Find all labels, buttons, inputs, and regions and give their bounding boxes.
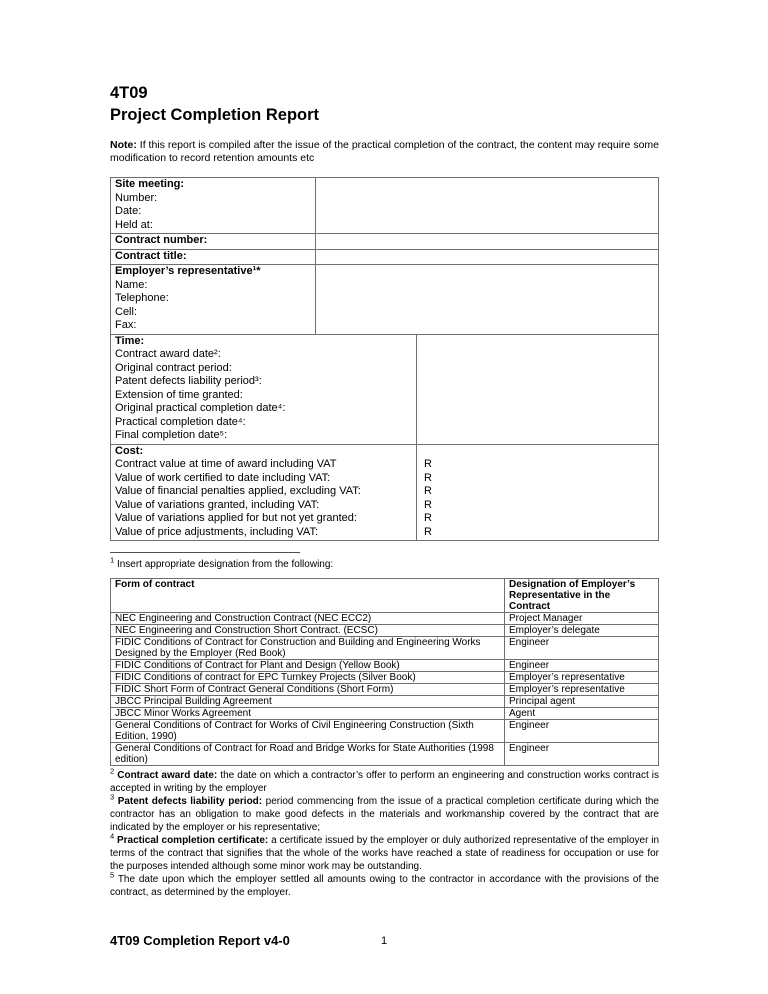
table-row [110, 660, 659, 672]
footnote-5-marker: 5 [110, 870, 115, 880]
header-form-of-contract: Form of contract [111, 579, 505, 612]
table-row [110, 720, 659, 743]
project-details-table [110, 177, 659, 541]
form-of-contract-cell: JBCC Minor Works Agreement [111, 708, 505, 719]
time-header: Time: [115, 334, 145, 347]
row-site-meeting [110, 178, 659, 234]
employers-representative-header: Employer’s representative¹* [115, 265, 261, 277]
footnote-1-marker: 1 [110, 555, 115, 565]
footnote-4-marker: 4 [110, 831, 115, 841]
form-of-contract-cell: General Conditions of Contract for Road and Bridge Works for State Authorities (1998 edition) [111, 743, 505, 765]
row-time [110, 335, 659, 445]
footnote-1-text: Insert appropriate designation from the following: [116, 559, 334, 570]
designation-table-header-row [110, 579, 659, 613]
footnotes-block [110, 766, 660, 899]
page-footer [0, 933, 768, 953]
form-of-contract-cell: FIDIC Conditions of contract for EPC Turnkey Projects (Silver Book) [111, 672, 505, 683]
designation-cell: Employer’s representative [509, 672, 625, 683]
field-label-cell: Cell: [115, 305, 138, 318]
footnote-separator [110, 552, 300, 553]
footnote-2-term: Contract award date: [117, 770, 218, 781]
row-cost [110, 445, 659, 542]
contract-title-header: Contract title: [115, 249, 187, 262]
doc-code: 4T09 [110, 84, 148, 102]
field-label-fax: Fax: [115, 319, 137, 331]
designation-cell: Engineer [509, 637, 550, 648]
form-of-contract-cell: FIDIC Conditions of Contract for Construction and Building and Engineering Works Designed by the Employer (Red Book) [111, 637, 505, 659]
field-label-patent-defects-liability-period: Patent defects liability period³: [115, 375, 262, 387]
footer-page-number: 1 [380, 935, 388, 947]
designation-cell: Engineer [509, 660, 550, 671]
field-label-value-work-certified: Value of work certified to date including VAT: [115, 471, 331, 484]
footnote-4-text: a certificate issued by the employer or duly authorized representative of the employer in terms of the contract that signifies that the whole of the works have reached a state of readiness for occupation or use for the purposes intended although some minor work may be outstanding. [110, 835, 660, 872]
designation-cell: Engineer [509, 720, 550, 731]
table-row [110, 684, 659, 696]
row-employers-representative [110, 265, 659, 335]
currency-symbol: R [424, 512, 432, 524]
form-of-contract-cell: NEC Engineering and Construction Contract (NEC ECC2) [111, 613, 505, 624]
currency-symbol: R [424, 485, 432, 497]
table-row [110, 637, 659, 660]
footnote-3-term: Patent defects liability period: [117, 796, 263, 807]
table-row [110, 625, 659, 637]
employers-representative-input-cell[interactable] [316, 265, 658, 334]
contract-number-input-cell[interactable] [316, 234, 658, 249]
field-label-original-contract-period: Original contract period: [115, 361, 232, 374]
footnote-2 [110, 766, 660, 795]
contract-title-labels [111, 250, 316, 265]
form-of-contract-cell: FIDIC Conditions of Contract for Plant and Design (Yellow Book) [111, 660, 505, 671]
row-contract-number [110, 234, 659, 250]
table-row [110, 672, 659, 684]
cost-input-cell[interactable] [417, 445, 658, 541]
note-paragraph [110, 139, 659, 165]
footnote-4-term: Practical completion certificate: [117, 835, 269, 846]
row-contract-title [110, 250, 659, 266]
contract-number-labels [111, 234, 316, 249]
field-label-original-practical-completion-date: Original practical completion date⁴: [115, 402, 286, 414]
currency-symbol: R [424, 498, 432, 511]
cost-spacer-line [424, 445, 656, 459]
field-label-extension-of-time: Extension of time granted: [115, 388, 243, 401]
form-of-contract-cell: JBCC Principal Building Agreement [111, 696, 505, 707]
designation-cell: Principal agent [509, 696, 576, 707]
page-content [110, 0, 659, 994]
footnote-3-marker: 3 [110, 792, 115, 802]
employers-representative-labels [111, 265, 316, 334]
field-label-telephone: Telephone: [115, 292, 169, 304]
designation-cell: Agent [509, 708, 536, 719]
footer-doc-name: 4T09 Completion Report v4-0 [110, 933, 290, 948]
note-text: If this report is compiled after the issue of the practical completion of the contract, the content may require some modification to record retention amounts etc [110, 139, 659, 164]
header-designation: Designation of Employer’s Representative in the Contract [509, 579, 636, 612]
designation-cell: Employer’s delegate [509, 625, 600, 636]
currency-symbol: R [424, 525, 432, 538]
site-meeting-labels [111, 178, 316, 233]
field-label-variations-applied: Value of variations applied for but not yet granted: [115, 512, 357, 524]
footnote-3 [110, 792, 659, 834]
footnote-2-text: the date on which a contractor’s offer to perform an engineering and construction works contract is accepted in writing by the employer [110, 770, 660, 794]
cost-labels [111, 445, 417, 541]
time-input-cell[interactable] [417, 335, 658, 444]
currency-symbol: R [424, 458, 432, 470]
field-label-contract-award-date: Contract award date²: [115, 348, 221, 360]
footnote-2-marker: 2 [110, 766, 115, 776]
footnote-5-text: The date upon which the employer settled all amounts owing to the contractor in accordance with the provisions of the contract, as determined by the employer. [110, 874, 659, 898]
time-labels [111, 335, 417, 444]
footnote-1 [110, 555, 659, 571]
form-of-contract-cell: FIDIC Short Form of Contract General Conditions (Short Form) [111, 684, 505, 695]
field-label-date: Date: [115, 205, 142, 217]
page-title: Project Completion Report [110, 106, 320, 124]
table-row [110, 613, 659, 625]
field-label-held-at: Held at: [115, 218, 153, 231]
designation-cell: Employer’s representative [509, 684, 625, 695]
field-label-price-adjustments: Value of price adjustments, including VAT: [115, 525, 318, 538]
table-row [110, 696, 659, 708]
designation-table [110, 578, 659, 766]
form-of-contract-cell: General Conditions of Contract for Works of Civil Engineering Construction (Sixth Edition, 1990) [111, 720, 505, 742]
field-label-name: Name: [115, 278, 148, 291]
designation-cell: Engineer [509, 743, 550, 754]
field-label-contract-value-at-award: Contract value at time of award including VAT [115, 458, 337, 470]
currency-symbol: R [424, 471, 432, 484]
footnote-4 [110, 831, 660, 873]
footnote-5 [110, 870, 659, 899]
site-meeting-input-cell[interactable] [316, 178, 658, 233]
field-label-financial-penalties: Value of financial penalties applied, excluding VAT: [115, 485, 361, 497]
field-label-practical-completion-date: Practical completion date⁴: [115, 415, 246, 428]
field-label-final-completion-date: Final completion date⁵: [115, 429, 228, 441]
contract-number-header: Contract number: [115, 234, 208, 246]
title-block [110, 82, 319, 126]
table-row [110, 743, 659, 766]
field-label-variations-granted: Value of variations granted, including VAT: [115, 498, 320, 511]
designation-cell: Project Manager [509, 613, 583, 624]
table-row [110, 708, 659, 720]
site-meeting-header: Site meeting: [115, 178, 185, 190]
footnote-3-text: period commencing from the issue of a practical completion certificate during which the contractor has an obligation to make good defects in the materials and workmanship covered by the contract that are indicated by the employer or his representative; [110, 796, 659, 833]
form-of-contract-cell: NEC Engineering and Construction Short Contract. (ECSC) [111, 625, 505, 636]
note-label: Note: [110, 139, 137, 151]
cost-header: Cost: [115, 444, 144, 457]
contract-title-input-cell[interactable] [316, 250, 658, 265]
field-label-number: Number: [115, 191, 158, 204]
